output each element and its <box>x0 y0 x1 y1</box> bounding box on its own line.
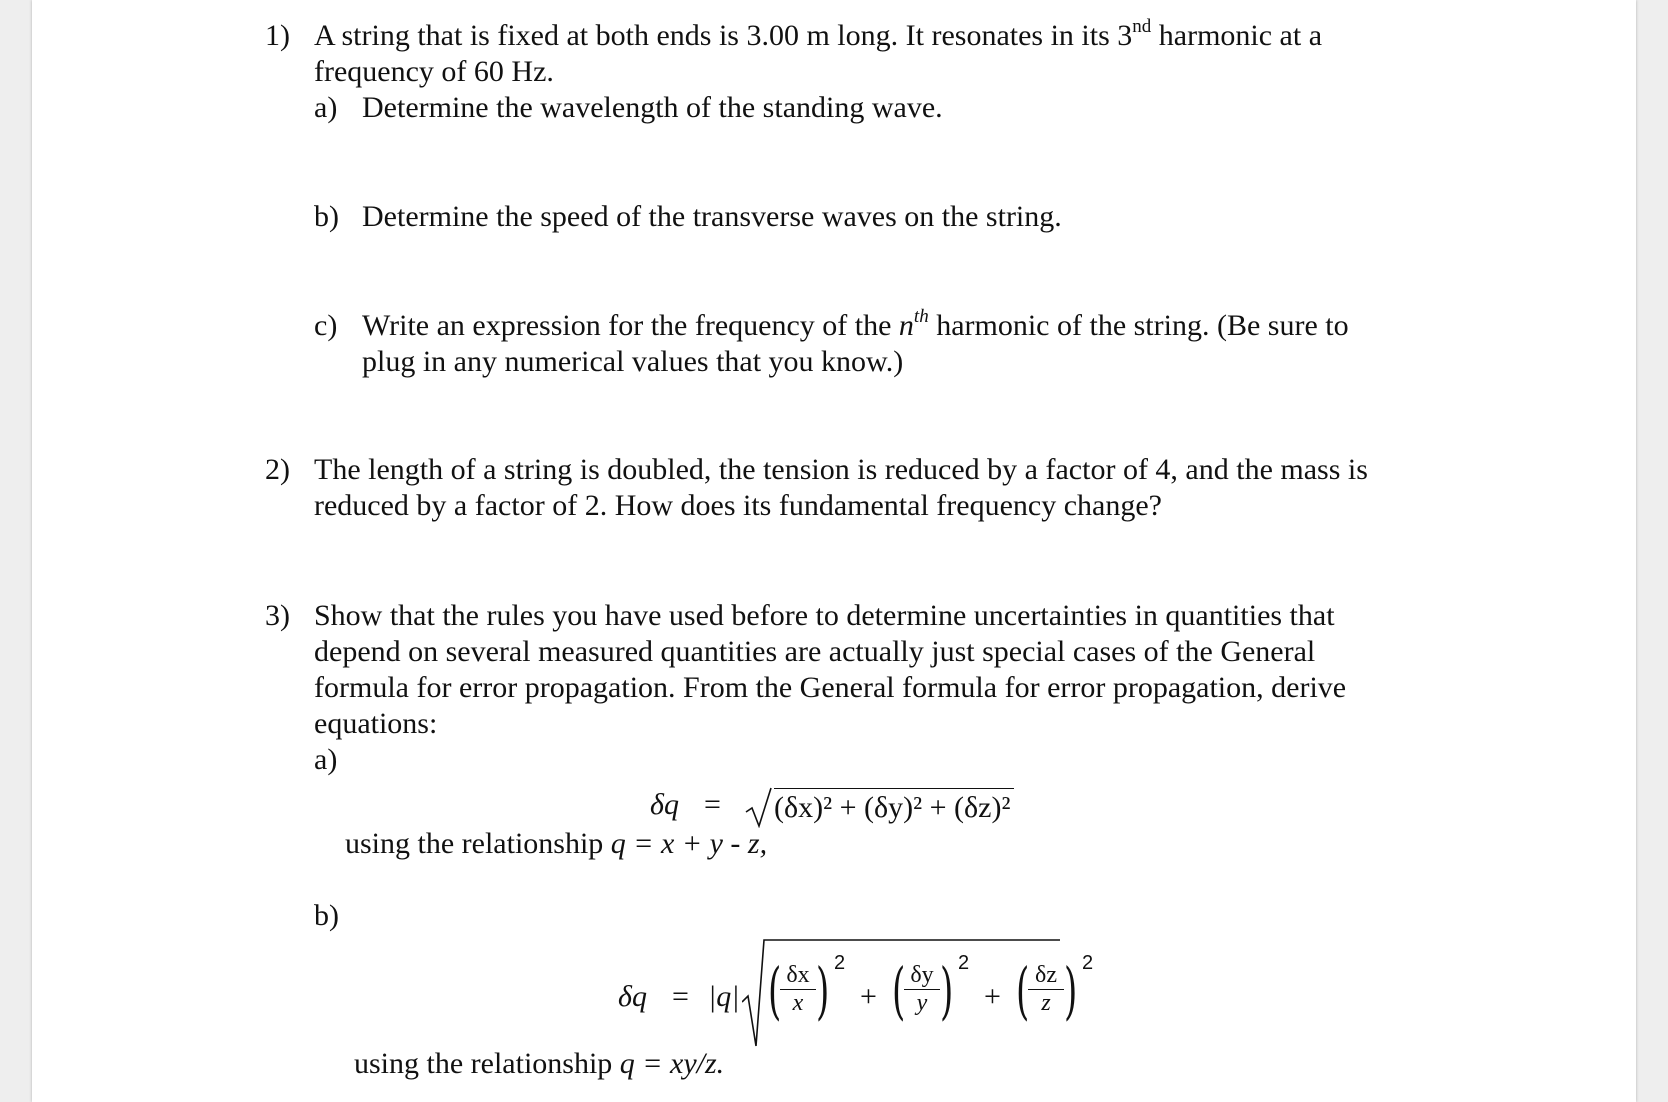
q1a-text: Determine the wavelength of the standing wave. <box>362 91 943 124</box>
q3b-using-line <box>354 1046 724 1082</box>
q2-line2: reduced by a factor of 2. How does its fundamental frequency change? <box>314 489 1162 522</box>
q1c-n-variable: n <box>898 309 914 342</box>
q3-line4: equations: <box>314 707 438 740</box>
q1-ordinal-suffix: nd <box>1132 16 1152 37</box>
eq-b-dz: δz <box>1028 962 1064 990</box>
left-paren-icon: ( <box>1016 954 1030 1027</box>
eq-a-lhs: δq <box>650 788 679 821</box>
q1-line1-text: A string that is fixed at both ends is 3.00 m long. It resonates in its 3 <box>314 19 1133 52</box>
q1a-label: a) <box>314 91 338 124</box>
right-paren-icon: ) <box>816 954 830 1027</box>
right-paren-icon: ) <box>940 954 954 1027</box>
q3-number: 3) <box>265 599 290 632</box>
q1b-text: Determine the speed of the transverse waves on the string. <box>362 200 1062 233</box>
eq-b-equals: = <box>672 980 689 1013</box>
q1-line2: frequency of 60 Hz. <box>314 55 554 88</box>
eq-a-rhs: (δx)² + (δy)² + (δz)² <box>774 788 1014 825</box>
q2-line1: The length of a string is doubled, the tension is reduced by a factor of 4, and the mass is <box>314 453 1368 486</box>
q1-line1-end: harmonic at a <box>1151 19 1323 52</box>
eq-b-dy: δy <box>904 962 940 990</box>
q3a-label: a) <box>314 743 338 776</box>
q1b-label: b) <box>314 200 339 233</box>
fraction-dx-over-x <box>780 962 816 1016</box>
eq-b-exp-x: 2 <box>834 952 846 974</box>
q3b-using-text: using the relationship <box>354 1047 620 1080</box>
eq-b-dx: δx <box>780 962 816 990</box>
q3b-relationship: q = xy/z. <box>619 1047 725 1080</box>
q3a-using-line <box>345 826 767 862</box>
q3-line3: formula for error propagation. From the General formula for error propagation, derive <box>314 671 1347 704</box>
eq-b-z: z <box>1041 990 1051 1016</box>
eq-b-exp-z: 2 <box>1082 952 1094 974</box>
q2-number: 2) <box>265 453 290 486</box>
left-paren-icon: ( <box>768 954 782 1027</box>
q1-number: 1) <box>265 19 290 52</box>
q3-line1: Show that the rules you have used before to determine uncertainties in quantities that <box>314 599 1335 632</box>
q3a-relationship: q = x + y - z, <box>610 827 768 860</box>
q1c-line2: plug in any numerical values that you know.) <box>362 345 904 378</box>
q3b-label: b) <box>314 899 339 932</box>
square-root-icon <box>744 786 772 828</box>
eq-b-exp-y: 2 <box>958 952 970 974</box>
document-page <box>32 0 1636 1102</box>
eq-a-equals: = <box>704 788 721 821</box>
eq-b-plus-1: + <box>860 980 877 1013</box>
q1c-label: c) <box>314 309 338 342</box>
q1c-th-suffix: th <box>913 306 929 327</box>
fraction-dy-over-y <box>904 962 940 1016</box>
eq-b-y: y <box>916 990 928 1016</box>
eq-b-x: x <box>792 990 804 1016</box>
q1c-text-end: harmonic of the string. (Be sure to <box>928 309 1349 342</box>
equation-b <box>618 930 1118 1050</box>
fraction-dz-over-z <box>1028 962 1064 1016</box>
q1-line1 <box>314 18 1322 54</box>
q3-line2: depend on several measured quantities are actually just special cases of the General <box>314 635 1316 668</box>
q3a-using-text: using the relationship <box>345 827 611 860</box>
eq-b-abs-q: |q| <box>708 980 740 1013</box>
right-paren-icon: ) <box>1064 954 1078 1027</box>
eq-b-plus-2: + <box>984 980 1001 1013</box>
q1c-text: Write an expression for the frequency of the <box>362 309 899 342</box>
q1c-line1 <box>362 308 1349 344</box>
left-paren-icon: ( <box>892 954 906 1027</box>
eq-b-lhs: δq <box>618 980 647 1013</box>
